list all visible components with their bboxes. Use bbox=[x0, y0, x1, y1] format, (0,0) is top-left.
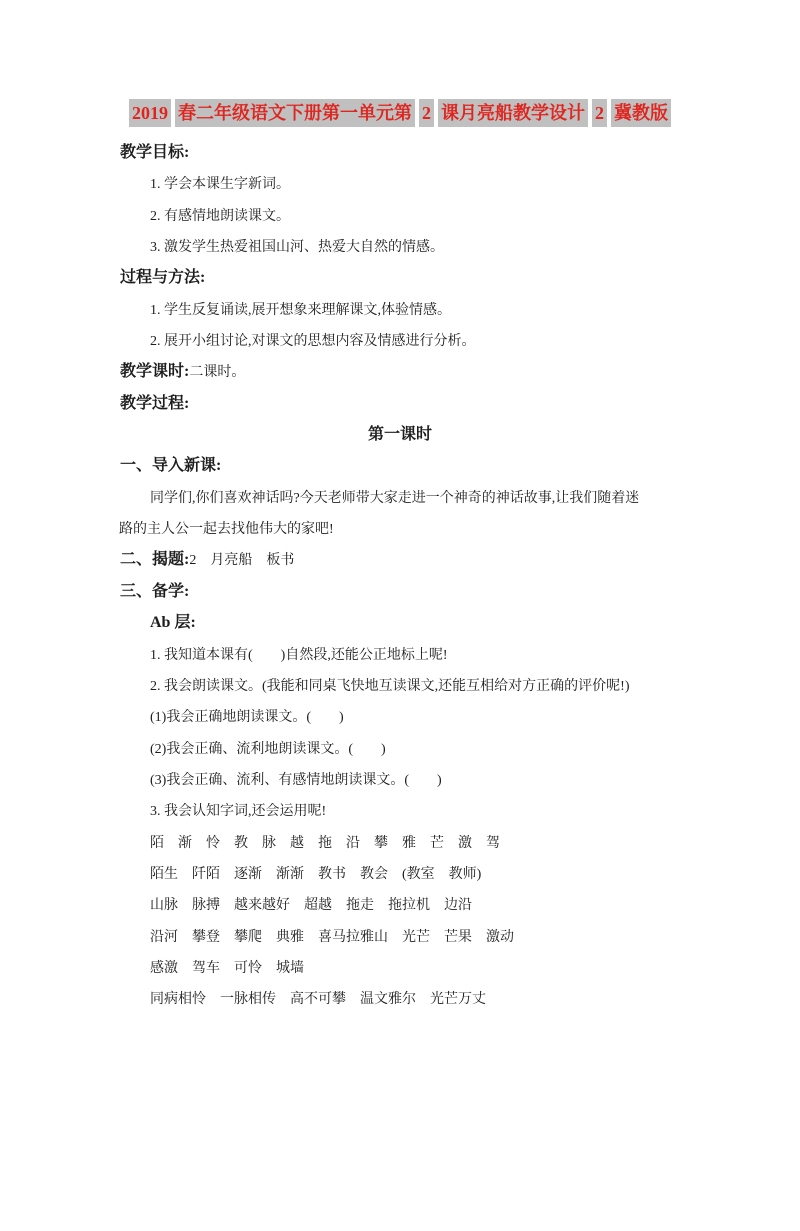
doc-line-text: 路的主人公一起去找他伟大的家吧! bbox=[119, 522, 334, 538]
doc-line bbox=[0, 168, 800, 199]
doc-line bbox=[0, 137, 800, 168]
doc-line bbox=[0, 733, 800, 764]
doc-line-emphasis: 第一课时 bbox=[367, 426, 432, 444]
doc-line bbox=[0, 544, 800, 575]
doc-line bbox=[0, 983, 800, 1014]
doc-line-text: 3. 我会认知字词,还会运用呢! bbox=[150, 804, 327, 820]
doc-line-text: 2. 我会朗读课文。(我能和同桌飞快地互读课文,还能互相给对方正确的评价呢!) bbox=[150, 678, 630, 694]
doc-line bbox=[0, 231, 800, 262]
doc-line bbox=[0, 607, 800, 638]
doc-line bbox=[0, 262, 800, 293]
doc-line bbox=[0, 701, 800, 732]
doc-line bbox=[0, 670, 800, 701]
doc-line bbox=[0, 450, 800, 481]
doc-line-text: 同病相怜 一脉相传 高不可攀 温文雅尔 光芒万丈 bbox=[150, 992, 486, 1008]
doc-line-text: 山脉 脉搏 越来越好 超越 拖走 拖拉机 边沿 bbox=[150, 898, 472, 914]
document-title bbox=[0, 99, 800, 128]
doc-line-text: 2. 有感情地朗读课文。 bbox=[150, 208, 290, 224]
doc-line-text: 陌生 阡陌 逐渐 渐渐 教书 教会 (教室 教师) bbox=[150, 866, 482, 882]
doc-line-text: 2 月亮船 板书 bbox=[189, 553, 295, 569]
doc-line-emphasis: 教学过程: bbox=[120, 394, 190, 412]
title-segment: 2019 bbox=[129, 99, 171, 127]
doc-line bbox=[0, 889, 800, 920]
doc-line-emphasis: 教学课时: bbox=[120, 363, 190, 381]
title-segment: 2 bbox=[419, 99, 434, 127]
doc-line bbox=[0, 356, 800, 387]
doc-line-text: (3)我会正确、流利、有感情地朗读课文。( ) bbox=[150, 772, 442, 788]
doc-line bbox=[0, 419, 800, 450]
doc-line-emphasis: 三、备学: bbox=[120, 582, 190, 600]
doc-line-emphasis: 二、揭题: bbox=[120, 551, 190, 569]
doc-line bbox=[0, 952, 800, 983]
doc-line-text: 感激 驾车 可怜 城墙 bbox=[150, 960, 304, 976]
doc-line-text: 陌 渐 怜 教 脉 越 拖 沿 攀 雅 芒 激 驾 bbox=[150, 835, 500, 851]
doc-line-emphasis: 教学目标: bbox=[120, 144, 190, 161]
doc-line-text: 1. 学生反复诵读,展开想象来理解课文,体验情感。 bbox=[150, 302, 451, 318]
doc-line-emphasis: Ab 层: bbox=[150, 614, 196, 632]
doc-line bbox=[0, 827, 800, 858]
doc-line-text: 3. 激发学生热爱祖国山河、热爱大自然的情感。 bbox=[150, 240, 444, 256]
title-segment: 2 bbox=[592, 99, 607, 127]
doc-line bbox=[0, 921, 800, 952]
doc-line bbox=[0, 294, 800, 325]
document-page bbox=[0, 99, 800, 1231]
title-segment: 春二年级语文下册第一单元第 bbox=[175, 99, 415, 127]
doc-line-text: 二课时。 bbox=[189, 365, 246, 381]
doc-line bbox=[0, 482, 800, 513]
doc-line-text: 1. 我知道本课有( )自然段,还能公正地标上呢! bbox=[150, 647, 448, 663]
doc-line-text: 2. 展开小组讨论,对课文的思想内容及情感进行分析。 bbox=[150, 334, 476, 350]
doc-line bbox=[0, 200, 800, 231]
doc-line bbox=[0, 576, 800, 607]
doc-line bbox=[0, 795, 800, 826]
doc-line-text: (2)我会正确、流利地朗读课文。( ) bbox=[150, 741, 386, 757]
doc-line-text: 同学们,你们喜欢神话吗?今天老师带大家走进一个神奇的神话故事,让我们随着迷 bbox=[150, 490, 640, 506]
doc-line-emphasis: 过程与方法: bbox=[120, 269, 206, 287]
doc-line-text: (1)我会正确地朗读课文。( ) bbox=[150, 710, 344, 726]
title-segment: 冀教版 bbox=[611, 99, 671, 127]
doc-line bbox=[0, 639, 800, 670]
doc-line bbox=[0, 388, 800, 419]
document-body bbox=[0, 137, 800, 1015]
doc-line-text: 1. 学会本课生字新词。 bbox=[150, 177, 290, 193]
doc-line bbox=[0, 325, 800, 356]
doc-line bbox=[0, 513, 800, 544]
title-segment: 课月亮船教学设计 bbox=[438, 99, 588, 127]
doc-line bbox=[0, 764, 800, 795]
doc-line bbox=[0, 858, 800, 889]
doc-line-text: 沿河 攀登 攀爬 典雅 喜马拉雅山 光芒 芒果 激动 bbox=[150, 929, 514, 945]
doc-line-emphasis: 一、导入新课: bbox=[120, 457, 222, 475]
